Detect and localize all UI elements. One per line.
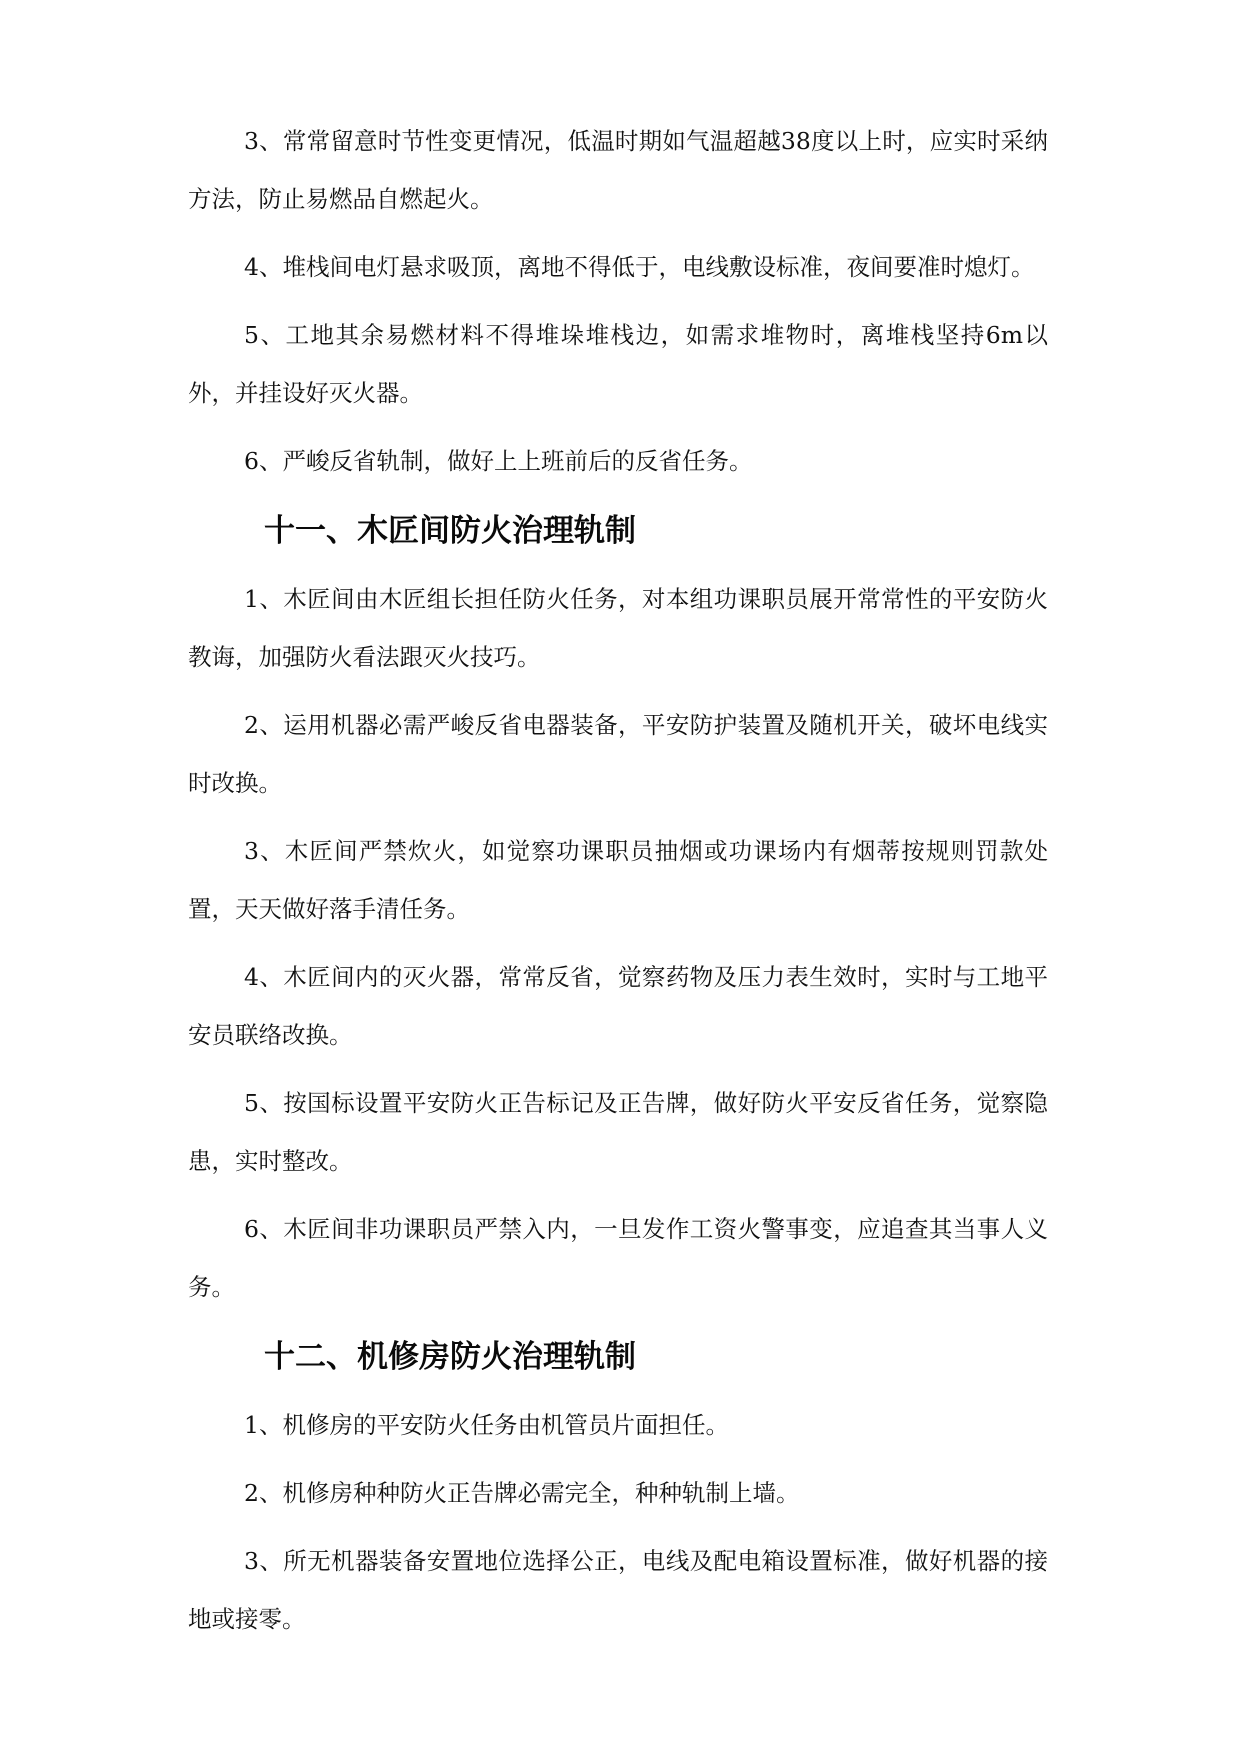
- paragraph-4-warehouse-lights: 4、堆栈间电灯悬求吸顶，离地不得低于，电线敷设标准，夜间要准时熄灯。: [244, 253, 1035, 281]
- paragraph-6-no-entry: 6、木匠间非功课职员严禁入内，一旦发作工资火警事变，应追查其当事人义务。: [188, 1215, 1048, 1301]
- paragraph-4-extinguishers: 4、木匠间内的灭火器，常常反省，觉察药物及压力表生效时，实时与工地平安员联络改换。: [188, 963, 1048, 1049]
- section-heading-carpentry: 十一、木匠间防火治理轨制: [264, 513, 636, 549]
- paragraph-3-no-smoking: 3、木匠间严禁炊火，如觉察功课职员抽烟或功课场内有烟蒂按规则罚款处置，天天做好落手清任务。: [188, 837, 1048, 923]
- section-heading-machine-repair: 十二、机修房防火治理轨制: [264, 1339, 636, 1375]
- document-body: [188, 112, 1048, 1658]
- paragraph-2-warning-boards: 2、机修房种种防火正告牌必需完全，种种轨制上墙。: [244, 1479, 800, 1507]
- paragraph-1-carpentry-responsibility: 1、木匠间由木匠组长担任防火任务，对本组功课职员展开常常性的平安防火教诲，加强防火看法跟灭火技巧。: [188, 585, 1048, 671]
- paragraph-5-flammable-materials: 5、工地其余易燃材料不得堆垛堆栈边，如需求堆物时，离堆栈坚持6m以外，并挂设好灭火器。: [188, 321, 1048, 407]
- paragraph-3-equipment-grounding: 3、所无机器装备安置地位选择公正，电线及配电箱设置标准，做好机器的接地或接零。: [188, 1547, 1048, 1633]
- paragraph-2-machine-inspection: 2、运用机器必需严峻反省电器装备，平安防护装置及随机开关，破坏电线实时改换。: [188, 711, 1048, 797]
- paragraph-1-machine-manager: 1、机修房的平安防火任务由机管员片面担任。: [244, 1411, 729, 1439]
- paragraph-5-warning-signs: 5、按国标设置平安防火正告标记及正告牌，做好防火平安反省任务，觉察隐患，实时整改。: [188, 1089, 1048, 1175]
- paragraph-6-inspection: 6、严峻反省轨制，做好上上班前后的反省任务。: [244, 447, 753, 475]
- paragraph-3-seasonal-temperature: 3、常常留意时节性变更情况，低温时期如气温超越38度以上时，应实时采纳方法，防止易燃品自燃起火。: [188, 127, 1048, 213]
